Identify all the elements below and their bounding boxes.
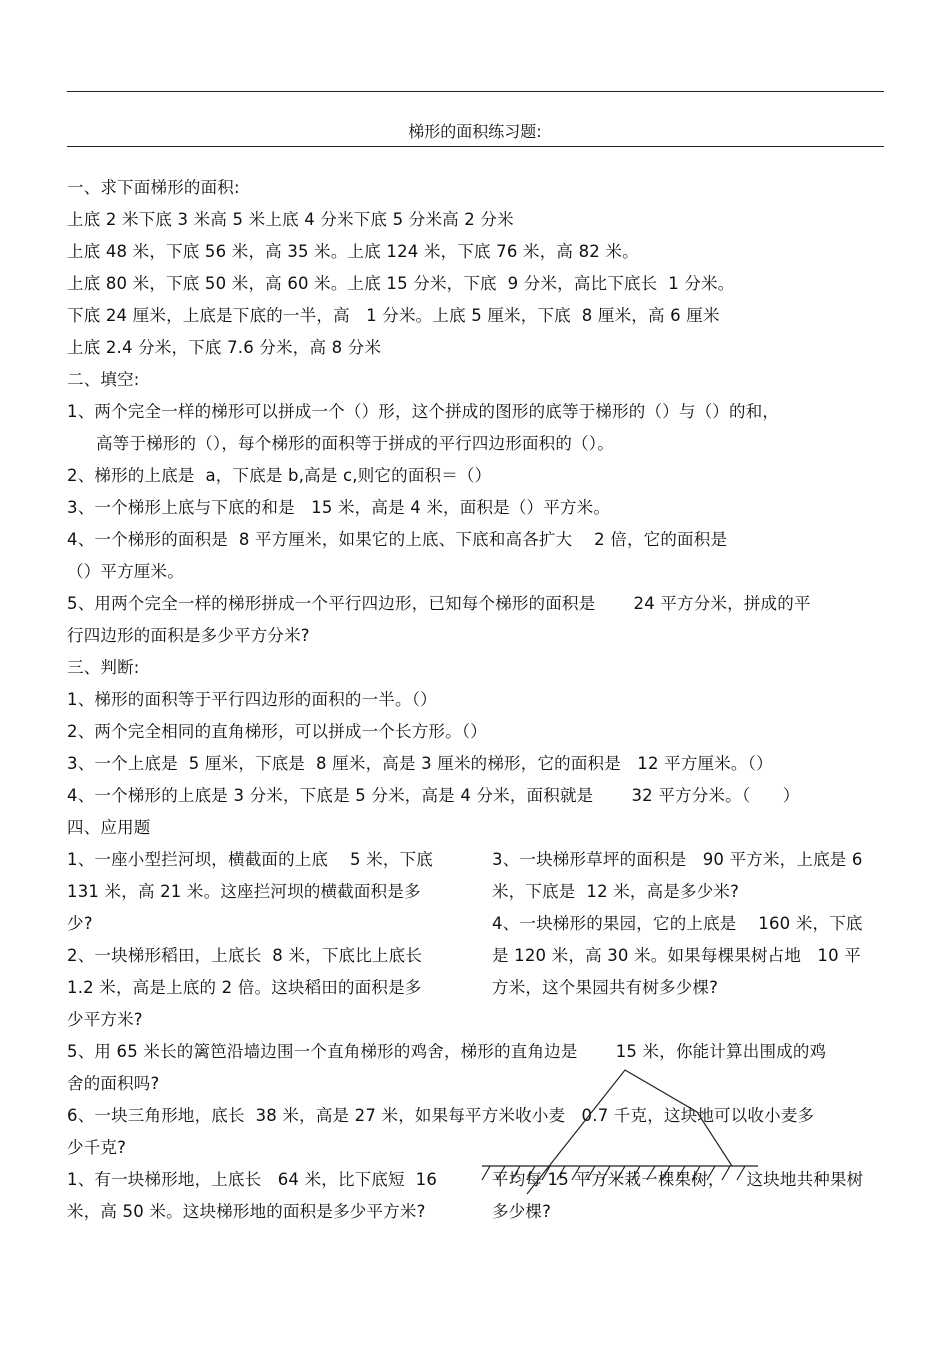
problem-line-right: 是 120 米，高 30 米。如果每棵果树占地 10 平 xyxy=(492,946,861,965)
problem-line-right: 多少棵? xyxy=(492,1202,552,1221)
section-heading: 四、应用题 xyxy=(67,818,151,837)
problem-line-left: 少平方米? xyxy=(67,1010,143,1029)
section-heading: 二、填空: xyxy=(67,370,140,389)
question-line: 5、用两个完全一样的梯形拼成一个平行四边形，已知每个梯形的面积是 24 平方分米，拼成的平 xyxy=(67,594,811,613)
problem-line-left: 米，高 50 米。这块梯形地的面积是多少平方米? xyxy=(67,1202,426,1221)
judgement-line: 3、一个上底是 5 厘米，下底是 8 厘米，高是 3 厘米的梯形，它的面积是 12 平方厘米。（） xyxy=(67,754,773,773)
question-line: 高等于梯形的（），每个梯形的面积等于拼成的平行四边形面积的（）。 xyxy=(96,434,614,453)
judgement-line: 2、两个完全相同的直角梯形，可以拼成一个长方形。（） xyxy=(67,722,487,741)
problem-line-left: 1、有一块梯形地，上底长 64 米，比下底短 16 xyxy=(67,1170,438,1189)
problem-line-right: 米，下底是 12 米，高是多少米? xyxy=(492,882,740,901)
problem-line-right: 4、一块梯形的果园，它的上底是 160 米，下底 xyxy=(492,914,863,933)
problem-line: 5、用 65 米长的篱笆沿墙边围一个直角梯形的鸡舍，梯形的直角边是 15 米，你能计算出围成的鸡 xyxy=(67,1042,827,1061)
section-heading: 一、求下面梯形的面积: xyxy=(67,178,240,197)
problem-line-left: 少? xyxy=(67,914,93,933)
section-heading: 三、判断: xyxy=(67,658,140,677)
page-title: 梯形的面积练习题: xyxy=(408,122,542,141)
question-line: （）平方厘米。 xyxy=(67,562,184,581)
exercise-line: 上底 2.4 分米，下底 7.6 分米，高 8 分米 xyxy=(67,338,382,357)
judgement-line: 4、一个梯形的上底是 3 分米，下底是 5 分米，高是 4 分米，面积就是 32 平方分米。（ ） xyxy=(67,786,800,805)
problem-line: 6、一块三角形地，底长 38 米，高是 27 米，如果每平方米收小麦 0.7 千克，这块地可以收小麦多 xyxy=(67,1106,815,1125)
exercise-line: 下底 24 厘米，上底是下底的一半，高 1 分米。上底 5 厘米，下底 8 厘米，高 6 厘米 xyxy=(67,306,720,325)
question-line: 1、两个完全一样的梯形可以拼成一个（）形，这个拼成的图形的底等于梯形的（）与（）的和， xyxy=(67,402,780,421)
judgement-line: 1、梯形的面积等于平行四边形的面积的一半。（） xyxy=(67,690,437,709)
problem-line-left: 131 米，高 21 米。这座拦河坝的横截面积是多 xyxy=(67,882,421,901)
problem-line-right: 方米，这个果园共有树多少棵? xyxy=(492,978,719,997)
question-line: 3、一个梯形上底与下底的和是 15 米，高是 4 米，面积是（）平方米。 xyxy=(67,498,611,517)
exercise-line: 上底 80 米，下底 50 米，高 60 米。上底 15 分米，下底 9 分米，高比下底长 1 分米。 xyxy=(67,274,735,293)
problem-line-right: 平均每 15 平方米栽一棵果树， 这块地共种果树 xyxy=(492,1170,864,1189)
problem-line-left: 2、一块梯形稻田，上底长 8 米，下底比上底长 xyxy=(67,946,423,965)
problem-line-right: 3、一块梯形草坪的面积是 90 平方米，上底是 6 xyxy=(492,850,863,869)
problem-line-left: 1.2 米，高是上底的 2 倍。这块稻田的面积是多 xyxy=(67,978,422,997)
exercise-line: 上底 2 米下底 3 米高 5 米上底 4 分米下底 5 分米高 2 分米 xyxy=(67,210,514,229)
question-line: 行四边形的面积是多少平方分米? xyxy=(67,626,310,645)
problem-line: 舍的面积吗? xyxy=(67,1074,160,1093)
problem-line-left: 1、一座小型拦河坝，横截面的上底 5 米，下底 xyxy=(67,850,433,869)
exercise-line: 上底 48 米，下底 56 米，高 35 米。上底 124 米，下底 76 米，高 82 米。 xyxy=(67,242,639,261)
question-line: 4、一个梯形的面积是 8 平方厘米，如果它的上底、下底和高各扩大 2 倍，它的面积是 xyxy=(67,530,728,549)
question-line: 2、梯形的上底是 a，下底是 b,高是 c,则它的面积＝（） xyxy=(67,466,492,485)
problem-line: 少千克? xyxy=(67,1138,127,1157)
